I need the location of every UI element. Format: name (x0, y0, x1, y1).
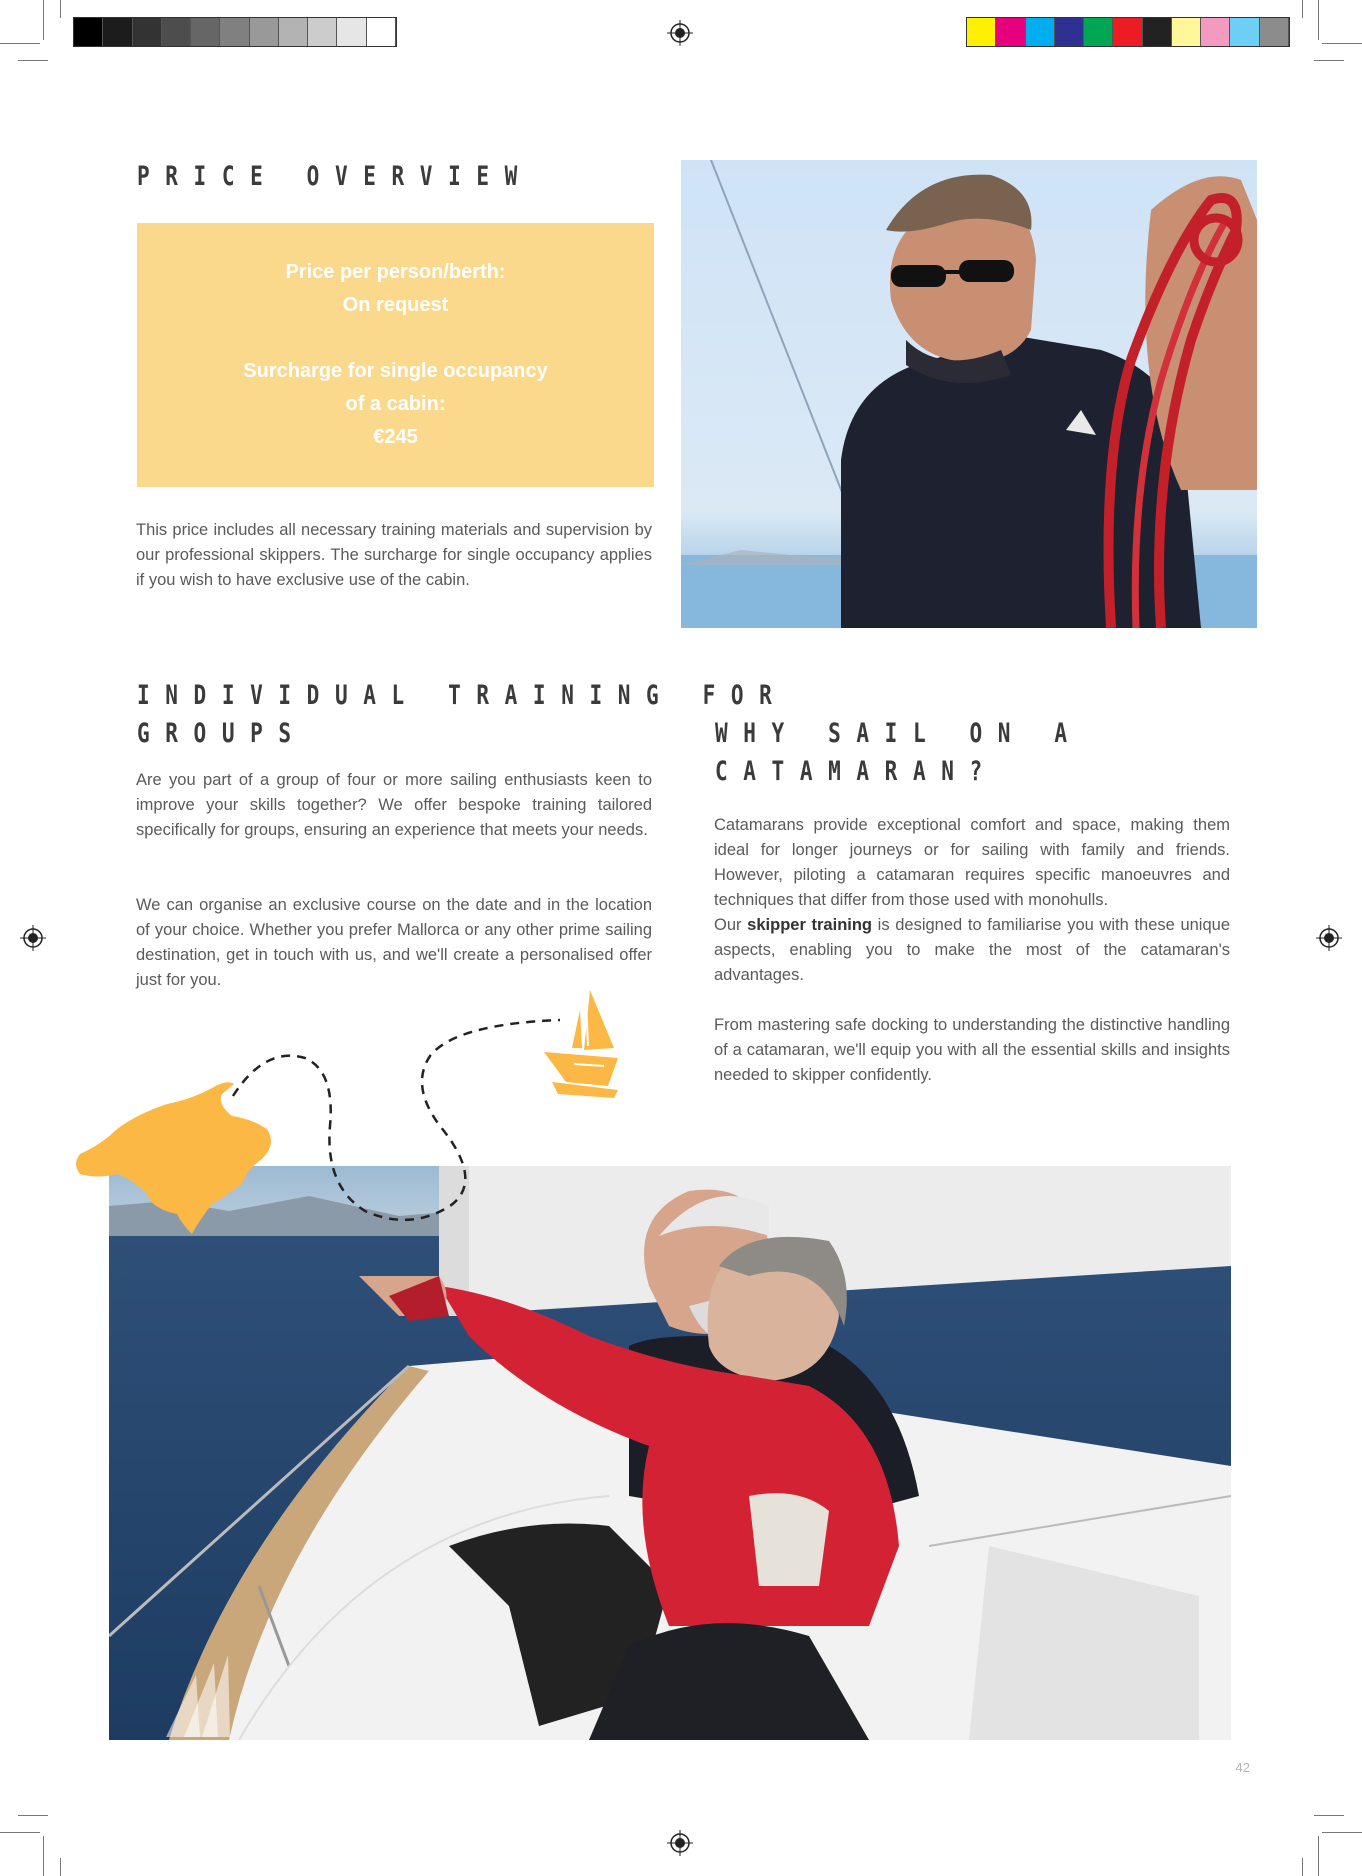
color-swatch (308, 18, 337, 46)
price-overview-heading: PRICE OVERVIEW (137, 161, 533, 192)
color-swatch (1055, 18, 1084, 46)
color-swatch (133, 18, 162, 46)
color-swatch (1172, 18, 1201, 46)
catamaran-paragraph-3: From mastering safe docking to understanding the distinctive handling of a catamaran, we'll equip you with all the essential skills and insights needed to skipper confidently. (714, 1016, 1230, 1084)
color-swatch (191, 18, 220, 46)
price-per-person-label: Price per person/berth: (285, 261, 506, 283)
color-swatch (996, 18, 1025, 46)
price-description: This price includes all necessary training materials and supervision by our professional skippers. The surcharge for single occupancy applies if you wish to have exclusive use of the cabin. (136, 521, 652, 589)
registration-mark-icon (667, 20, 693, 46)
price-box (137, 223, 654, 487)
color-swatch (1143, 18, 1172, 46)
individual-training-heading: INDIVIDUAL TRAINING FOR GROUPS (137, 680, 788, 749)
individual-training-paragraph-2: We can organise an exclusive course on the date and in the location of your choice. Whether you prefer Mallorca or any other prime sailing destination, get in touch with us, and we'll create a personalised offer just for you. (136, 896, 652, 989)
registration-mark-icon (20, 925, 46, 951)
process-color-bar (966, 17, 1290, 47)
dashed-route-icon (225, 1016, 565, 1230)
price-per-person-value: On request (342, 294, 449, 316)
catamaran-paragraph-2: Our skipper training is designed to familiarise you with these unique aspects, enabling you to make the most of the catamaran's advantages. (714, 916, 1231, 984)
surcharge-label-cont: of a cabin: (345, 393, 446, 415)
color-swatch (337, 18, 366, 46)
page-number: 42 (1235, 1760, 1250, 1775)
color-swatch (1084, 18, 1113, 46)
color-swatch (74, 18, 103, 46)
skipper-training-highlight: skipper training (747, 916, 873, 934)
color-swatch (103, 18, 132, 46)
catamaran-heading: WHY SAIL ON A CATAMARAN? (715, 718, 1083, 787)
color-swatch (367, 18, 396, 46)
color-swatch (1113, 18, 1142, 46)
individual-training-paragraph-1: Are you part of a group of four or more sailing enthusiasts keen to improve your skills together? We offer bespoke training tailored specifically for groups, ensuring an experience that meets your needs. (136, 771, 652, 839)
couple-sailing-photo (109, 1166, 1231, 1740)
color-swatch (1201, 18, 1230, 46)
surcharge-value: €245 (373, 426, 418, 448)
color-swatch (279, 18, 308, 46)
corner-stripes-icon (166, 1655, 230, 1737)
registration-mark-icon (1316, 925, 1342, 951)
color-swatch (162, 18, 191, 46)
color-swatch (250, 18, 279, 46)
catamaran-paragraph-1: Catamarans provide exceptional comfort and space, making them ideal for longer journeys or for sailing with family and friends. However, piloting a catamaran requires specific manoeuvres and techniques that differ from those used with monohulls. (714, 816, 1230, 909)
grayscale-color-bar (73, 17, 397, 47)
color-swatch (1026, 18, 1055, 46)
color-swatch (220, 18, 249, 46)
color-swatch (1230, 18, 1259, 46)
sailboat-icon (544, 990, 626, 1098)
registration-mark-icon (667, 1830, 693, 1856)
color-swatch (1260, 18, 1289, 46)
surcharge-label: Surcharge for single occupancy (243, 360, 548, 382)
skipper-with-red-rope-photo (681, 160, 1257, 628)
color-swatch (967, 18, 996, 46)
